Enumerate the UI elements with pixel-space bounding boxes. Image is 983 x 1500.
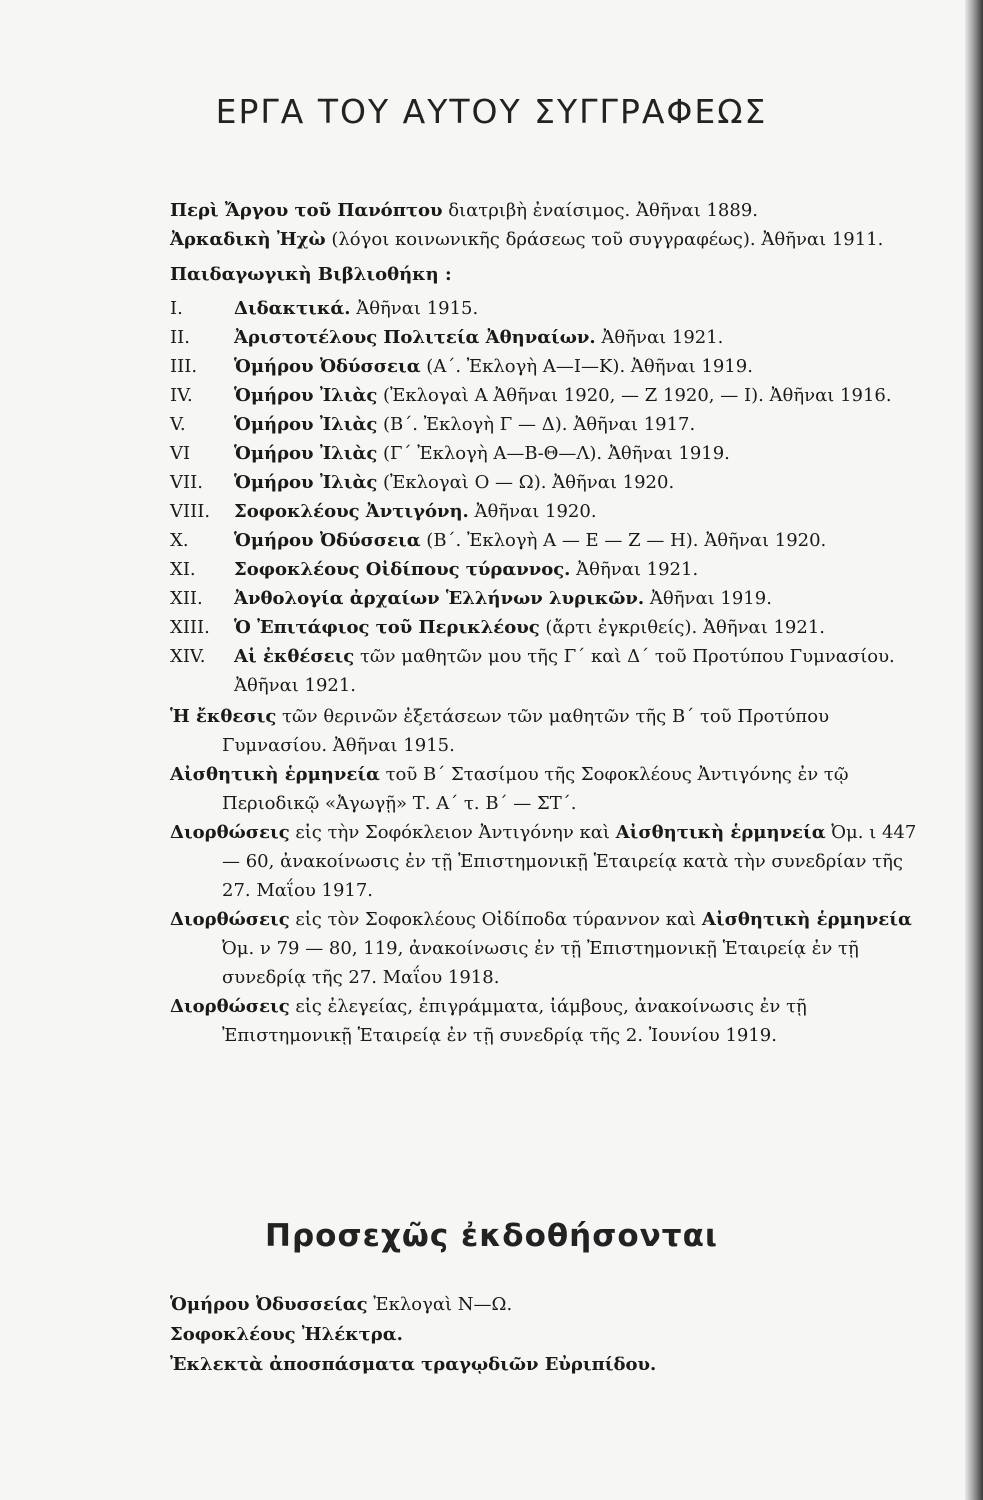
item-details: Ἀθῆναι 1915. [350,298,479,319]
item-number: IV. [170,385,193,406]
item-number: II. [170,327,190,348]
work-details: εἰς ἐλεγείας, ἐπιγράμματα, ἰάμβους, ἀνακοίνωσις ἐν τῇ Ἐπιστημονικῇ Ἑταιρείᾳ ἐν τῇ συνεδρίᾳ τῆς 2. Ἰουνίου 1919. [222,996,807,1046]
item-details: (Β΄. Ἐκλογὴ Α — Ε — Ζ — Η). Ἀθῆναι 1920. [420,530,827,551]
item-title: Διδακτικά. [234,298,351,319]
list-item [170,497,930,526]
work-title-secondary: Αἰσθητικὴ ἑρμηνεία [615,822,826,843]
upcoming-item [170,1320,930,1350]
work-details: τῶν θερινῶν ἐξετάσεων τῶν μαθητῶν τῆς Β΄ τοῦ Προτύπου Γυμνασίου. Ἀθῆναι 1915. [222,706,830,756]
work-diorthoseis-oidipous [170,905,930,992]
work-details: εἰς τὴν Σοφόκλειον Ἀντιγόνην καὶ [289,822,616,843]
library-list [170,294,930,700]
list-item [170,613,930,642]
work-title: Περὶ Ἄργου τοῦ Πανόπτου [170,200,443,221]
item-title: Ὁμήρου Ἰλιὰς [234,414,378,435]
work-title: Ἀρκαδικὴ Ἠχὼ [170,229,326,250]
page-edge-shadow [965,0,983,1500]
list-item [170,352,930,381]
item-details: (Ἐκλογαὶ Α Ἀθῆναι 1920, — Ζ 1920, — Ι). Ἀθῆναι 1916. [377,385,892,406]
upcoming-item-details: Ἐκλογαὶ Ν—Ω. [367,1294,513,1315]
upcoming-title: Προσεχῶς ἐκδοθήσονται [265,1218,718,1254]
work-details: (λόγοι κοινωνικῆς δράσεως τοῦ συγγραφέως). Ἀθῆναι 1911. [325,229,884,250]
item-number: VIII. [170,501,211,522]
item-title: Ὁμήρου Ἰλιὰς [234,385,378,406]
item-title: Αἱ ἐκθέσεις [234,646,355,667]
work-details: διατριβὴ ἐναίσιμος. Ἀθῆναι 1889. [442,200,759,221]
item-title: Ἀριστοτέλους Πολιτεία Ἀθηναίων. [234,327,596,348]
work-details: τοῦ Β΄ Στασίμου τῆς Σοφοκλέους Ἀντιγόνης ἐν τῷ Περιοδικῷ «Ἀγωγῇ» Τ. Α΄ τ. Β΄ — ΣΤ΄. [222,764,849,814]
item-title: Σοφοκλέους Οἰδίπους τύραννος. [234,559,571,580]
work-details: εἰς τὸν Σοφοκλέους Οἰδίποδα τύραννον καὶ [289,909,702,930]
work-ekthesis [170,702,930,760]
item-details: (ἄρτι ἐγκριθείς). Ἀθῆναι 1921. [539,617,826,638]
item-title: Ὁμήρου Ἰλιὰς [234,443,378,464]
item-number: XII. [170,588,203,609]
list-item [170,381,930,410]
item-details: Ἀθῆναι 1919. [644,588,772,609]
item-title: Ὁ Ἐπιτάφιος τοῦ Περικλέους [234,617,540,638]
list-item [170,555,930,584]
item-title: Σοφοκλέους Ἀντιγόνη. [234,501,469,522]
work-details: Ὀμ. ι 447 — 60, ἀνακοίνωσις ἐν τῇ Ἐπιστημονικῇ Ἑταιρείᾳ κατὰ τὴν συνεδρίαν τῆς 27. Μαΐου 1917. [222,822,917,901]
work-arkadiki [170,225,930,254]
work-argos [170,196,930,225]
work-title: Διορθώσεις [170,996,290,1017]
work-title: Διορθώσεις [170,822,290,843]
work-diorthoseis-elegeias [170,992,930,1050]
list-item [170,439,930,468]
item-number: XI. [170,559,196,580]
item-number: XIII. [170,617,210,638]
item-details: τῶν μαθητῶν μου τῆς Γ΄ καὶ Δ΄ τοῦ Προτύπου Γυμνασίου. Ἀθῆναι 1921. [234,646,895,696]
work-diorthoseis-antigoni [170,818,930,905]
list-item [170,526,930,555]
item-details: Ἀθῆναι 1921. [570,559,699,580]
item-details: (Α΄. Ἐκλογὴ Α—Ι—Κ). Ἀθῆναι 1919. [420,356,753,377]
item-details: Ἀθῆναι 1921. [595,327,724,348]
work-details: Ὀμ. ν 79 — 80, 119, ἀνακοίνωσις ἐν τῇ Ἐπιστημονικῇ Ἑταιρείᾳ ἐν τῇ συνεδρίᾳ τῆς 27. Μαΐου 1918. [222,938,859,988]
item-number: VII. [170,472,203,493]
list-item [170,323,930,352]
item-number: VI [170,443,191,464]
item-number: XIV. [170,646,206,667]
work-title: Διορθώσεις [170,909,290,930]
item-title: Ὁμήρου Ὀδύσσεια [234,356,421,377]
item-details: (Ἐκλογαὶ Ο — Ω). Ἀθῆναι 1920. [377,472,675,493]
upcoming-item-title: Ὁμήρου Ὀδυσσείας [170,1294,368,1315]
works-list [170,196,930,1050]
item-title: Ἀνθολογία ἀρχαίων Ἑλλήνων λυρικῶν. [234,588,645,609]
item-title: Ὁμήρου Ἰλιὰς [234,472,378,493]
item-details: (Β΄. Ἐκλογὴ Γ — Δ). Ἀθῆναι 1917. [377,414,696,435]
upcoming-item-title: Σοφοκλέους Ἠλέκτρα. [170,1324,403,1345]
work-title: Ἡ ἔκθεσις [170,706,277,727]
upcoming-item-title: Ἐκλεκτὰ ἀποσπάσματα τραγῳδιῶν Εὐριπίδου. [170,1354,657,1375]
page-title: ΕΡΓΑ ΤΟΥ ΑΥΤΟΥ ΣΥΓΓΡΑΦΕΩΣ [215,92,768,131]
upcoming-item [170,1290,930,1320]
list-item [170,468,930,497]
list-item [170,294,930,323]
item-number: V. [170,414,186,435]
list-item [170,410,930,439]
list-item [170,642,930,700]
upcoming-list [170,1290,930,1380]
item-number: X. [170,530,189,551]
item-title: Ὁμήρου Ὀδύσσεια [234,530,421,551]
item-number: I. [170,298,183,319]
work-title: Αἰσθητικὴ ἑρμηνεία [170,764,380,785]
item-details: (Γ΄ Ἐκλογὴ Α—Β-Θ—Λ). Ἀθῆναι 1919. [377,443,730,464]
work-aisthitiki [170,760,930,818]
library-heading: Παιδαγωγικὴ Βιβλιοθήκη : [170,264,452,285]
item-details: Ἀθῆναι 1920. [468,501,597,522]
item-number: III. [170,356,198,377]
list-item [170,584,930,613]
upcoming-item [170,1350,930,1380]
work-title-secondary: Αἰσθητικὴ ἑρμηνεία [701,909,912,930]
